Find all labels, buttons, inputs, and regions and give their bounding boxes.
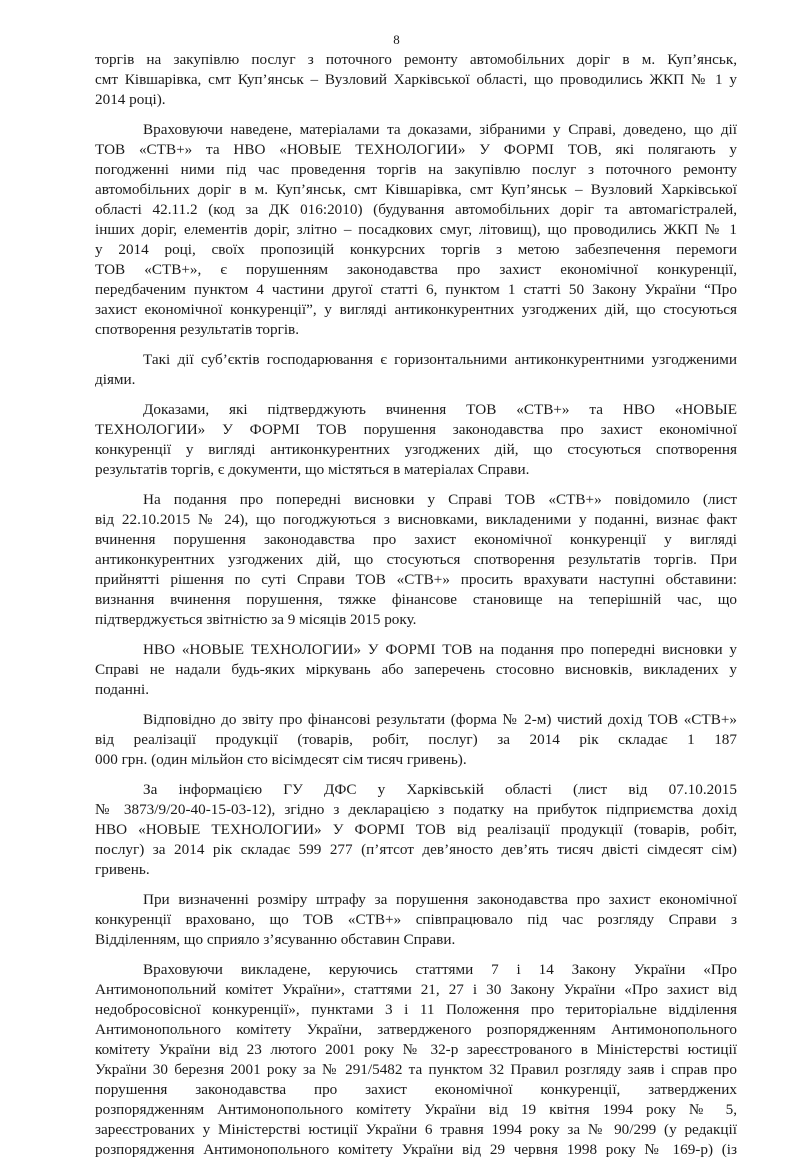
text-line: визнання вчинення порушення, тяжке фінансове становище на теперішній час, що <box>95 591 737 608</box>
paragraph <box>95 400 737 480</box>
paragraph <box>95 50 737 110</box>
text-line: автомобільних доріг в м. Куп’янськ, смт Ківшарівка, смт Куп’янськ – Вузловий Харківської <box>95 181 737 198</box>
text-line: ТОВ «СТВ+» та НВО «НОВЫЕ ТЕХНОЛОГИИ» У ФОРМІ ТОВ, які полягають у <box>95 141 737 158</box>
text-line: України 30 березня 2001 року за № 291/5482 та пунктом 32 Правил розгляду заяв і справ про <box>95 1061 737 1078</box>
text-line: Такі дії суб’єктів господарювання є горизонтальними антиконкурентними узгодженими <box>143 351 737 368</box>
text-line: недобросовісної конкуренції», пунктами 3 і 11 Положення про територіальне відділення <box>95 1001 737 1018</box>
text-line: За інформацією ГУ ДФС у Харківській області (лист від 07.10.2015 <box>143 781 737 798</box>
text-line: порушення законодавства про захист економічної конкуренції, затверджених <box>95 1081 737 1098</box>
text-line: від реалізації продукції (товарів, робіт, послуг) за 2014 рік складає 1 187 <box>95 731 737 748</box>
paragraph <box>95 490 737 630</box>
text-line: антиконкурентних узгоджених дій, що стосуються спотворення результатів торгів. При <box>95 551 737 568</box>
text-line: № 3873/9/20-40-15-03-12), згідно з декларацією з податку на прибуток підприємства дохід <box>95 801 737 818</box>
text-line: НВО «НОВЫЕ ТЕХНОЛОГИИ» У ФОРМІ ТОВ від реалізації продукції (товарів, робіт, <box>95 821 737 838</box>
text-line: від 22.10.2015 № 24), що погоджуються з висновками, викладеними у поданні, визнає факт <box>95 511 737 528</box>
text-line: Антимонопольного комітету України, затвердженого розпорядженням Антимонопольного <box>95 1021 737 1038</box>
paragraph <box>95 960 737 1160</box>
text-line: Доказами, які підтверджують вчинення ТОВ «СТВ+» та НВО «НОВЫЕ <box>143 401 737 418</box>
text-line: 2014 році). <box>95 91 166 108</box>
text-line: зареєстрованих у Міністерстві юстиції України 6 травня 1994 року за № 90/299 (у редакції <box>95 1121 737 1138</box>
text-line: послуг) за 2014 рік складає 599 277 (п’ятсот дев’яносто дев’ять тисяч двісті сімдесят сім) <box>95 841 737 858</box>
text-line: спотворення результатів торгів. <box>95 321 300 338</box>
text-line: гривень. <box>95 861 150 878</box>
text-line: розпорядженням Антимонопольного комітету України від 19 квітня 1994 року № 5, <box>95 1101 737 1118</box>
page-number: 8 <box>393 32 400 47</box>
document-body <box>95 50 737 1170</box>
text-line: Відділенням, що сприяло з’ясуванню обставин Справи. <box>95 931 456 948</box>
text-line: розпорядження Антимонопольного комітету України від 29 червня 1998 року № 169-р) (із <box>95 1141 737 1158</box>
text-line: погодженні ними під час проведення торгів на закупівлю послуг з поточного ремонту <box>95 161 737 178</box>
text-line: у 2014 році, своїх пропозицій конкурсних торгів з метою забезпечення перемоги <box>95 241 737 258</box>
text-line: захист економічної конкуренції”, у вигляді антиконкурентних узгоджених дій, що стосуються <box>95 301 737 318</box>
text-line: поданні. <box>95 681 150 698</box>
text-line: НВО «НОВЫЕ ТЕХНОЛОГИИ» У ФОРМІ ТОВ на подання про попередні висновки у <box>143 641 737 658</box>
text-line: торгів на закупівлю послуг з поточного ремонту автомобільних доріг в м. Куп’янськ, <box>95 51 737 68</box>
text-line: конкуренції у вигляді антиконкурентних узгоджених дій, що стосуються спотворення <box>95 441 737 458</box>
text-line: вчинення порушення законодавства про захист економічної конкуренції у вигляді <box>95 531 737 548</box>
paragraph <box>95 640 737 700</box>
paragraph <box>95 350 737 390</box>
text-line: діями. <box>95 371 136 388</box>
text-line: Відповідно до звіту про фінансові результати (форма № 2-м) чистий дохід ТОВ «СТВ+» <box>143 711 737 728</box>
text-line: ТЕХНОЛОГИИ» У ФОРМІ ТОВ порушення законодавства про захист економічної <box>95 421 737 438</box>
text-line: прийнятті рішення по суті Справи ТОВ «СТВ+» просить врахувати наступні обставини: <box>95 571 737 588</box>
paragraph <box>95 780 737 880</box>
paragraph <box>95 710 737 770</box>
paragraph <box>95 890 737 950</box>
text-line: інших доріг, елементів доріг, злітно – посадкових смуг, літовищ), що проводились ЖКП № 1 <box>95 221 737 238</box>
text-line: Справі не надали будь-яких міркувань або заперечень стосовно висновків, викладених у <box>95 661 737 678</box>
text-line: 000 грн. (один мільйон сто вісімдесят сім тисяч гривень). <box>95 751 467 768</box>
text-line: комітету України від 23 лютого 2001 року № 32-р зареєстрованого в Міністерстві юстиції <box>95 1041 737 1058</box>
text-line: передбаченим пунктом 4 частини другої статті 6, пунктом 1 статті 50 Закону України “Про <box>95 281 737 298</box>
text-line: Враховуючи наведене, матеріалами та доказами, зібраними у Справі, доведено, що дії <box>143 121 737 138</box>
text-line: На подання про попередні висновки у Справі ТОВ «СТВ+» повідомило (лист <box>143 491 737 508</box>
text-line: підтверджується звітністю за 9 місяців 2015 року. <box>95 611 417 628</box>
text-line: конкуренції враховано, що ТОВ «СТВ+» співпрацювало під час розгляду Справи з <box>95 911 737 928</box>
text-line: При визначенні розміру штрафу за порушення законодавства про захист економічної <box>143 891 737 908</box>
text-line: Антимонопольний комітет України», статтями 21, 27 і 30 Закону України «Про захист від <box>95 981 737 998</box>
text-line: області 42.11.2 (код за ДК 016:2010) (будування автомобільних доріг та автомагістралей, <box>95 201 737 218</box>
text-line: результатів торгів, є документи, що містяться в матеріалах Справи. <box>95 461 530 478</box>
text-line: смт Ківшарівка, смт Куп’янськ – Вузловий Харківської області, що проводились ЖКП № 1 у <box>95 71 737 88</box>
text-line: ТОВ «СТВ+», є порушенням законодавства про захист економічної конкуренції, <box>95 261 737 278</box>
text-line: Враховуючи викладене, керуючись статтями 7 і 14 Закону України «Про <box>143 961 737 978</box>
paragraph <box>95 120 737 340</box>
